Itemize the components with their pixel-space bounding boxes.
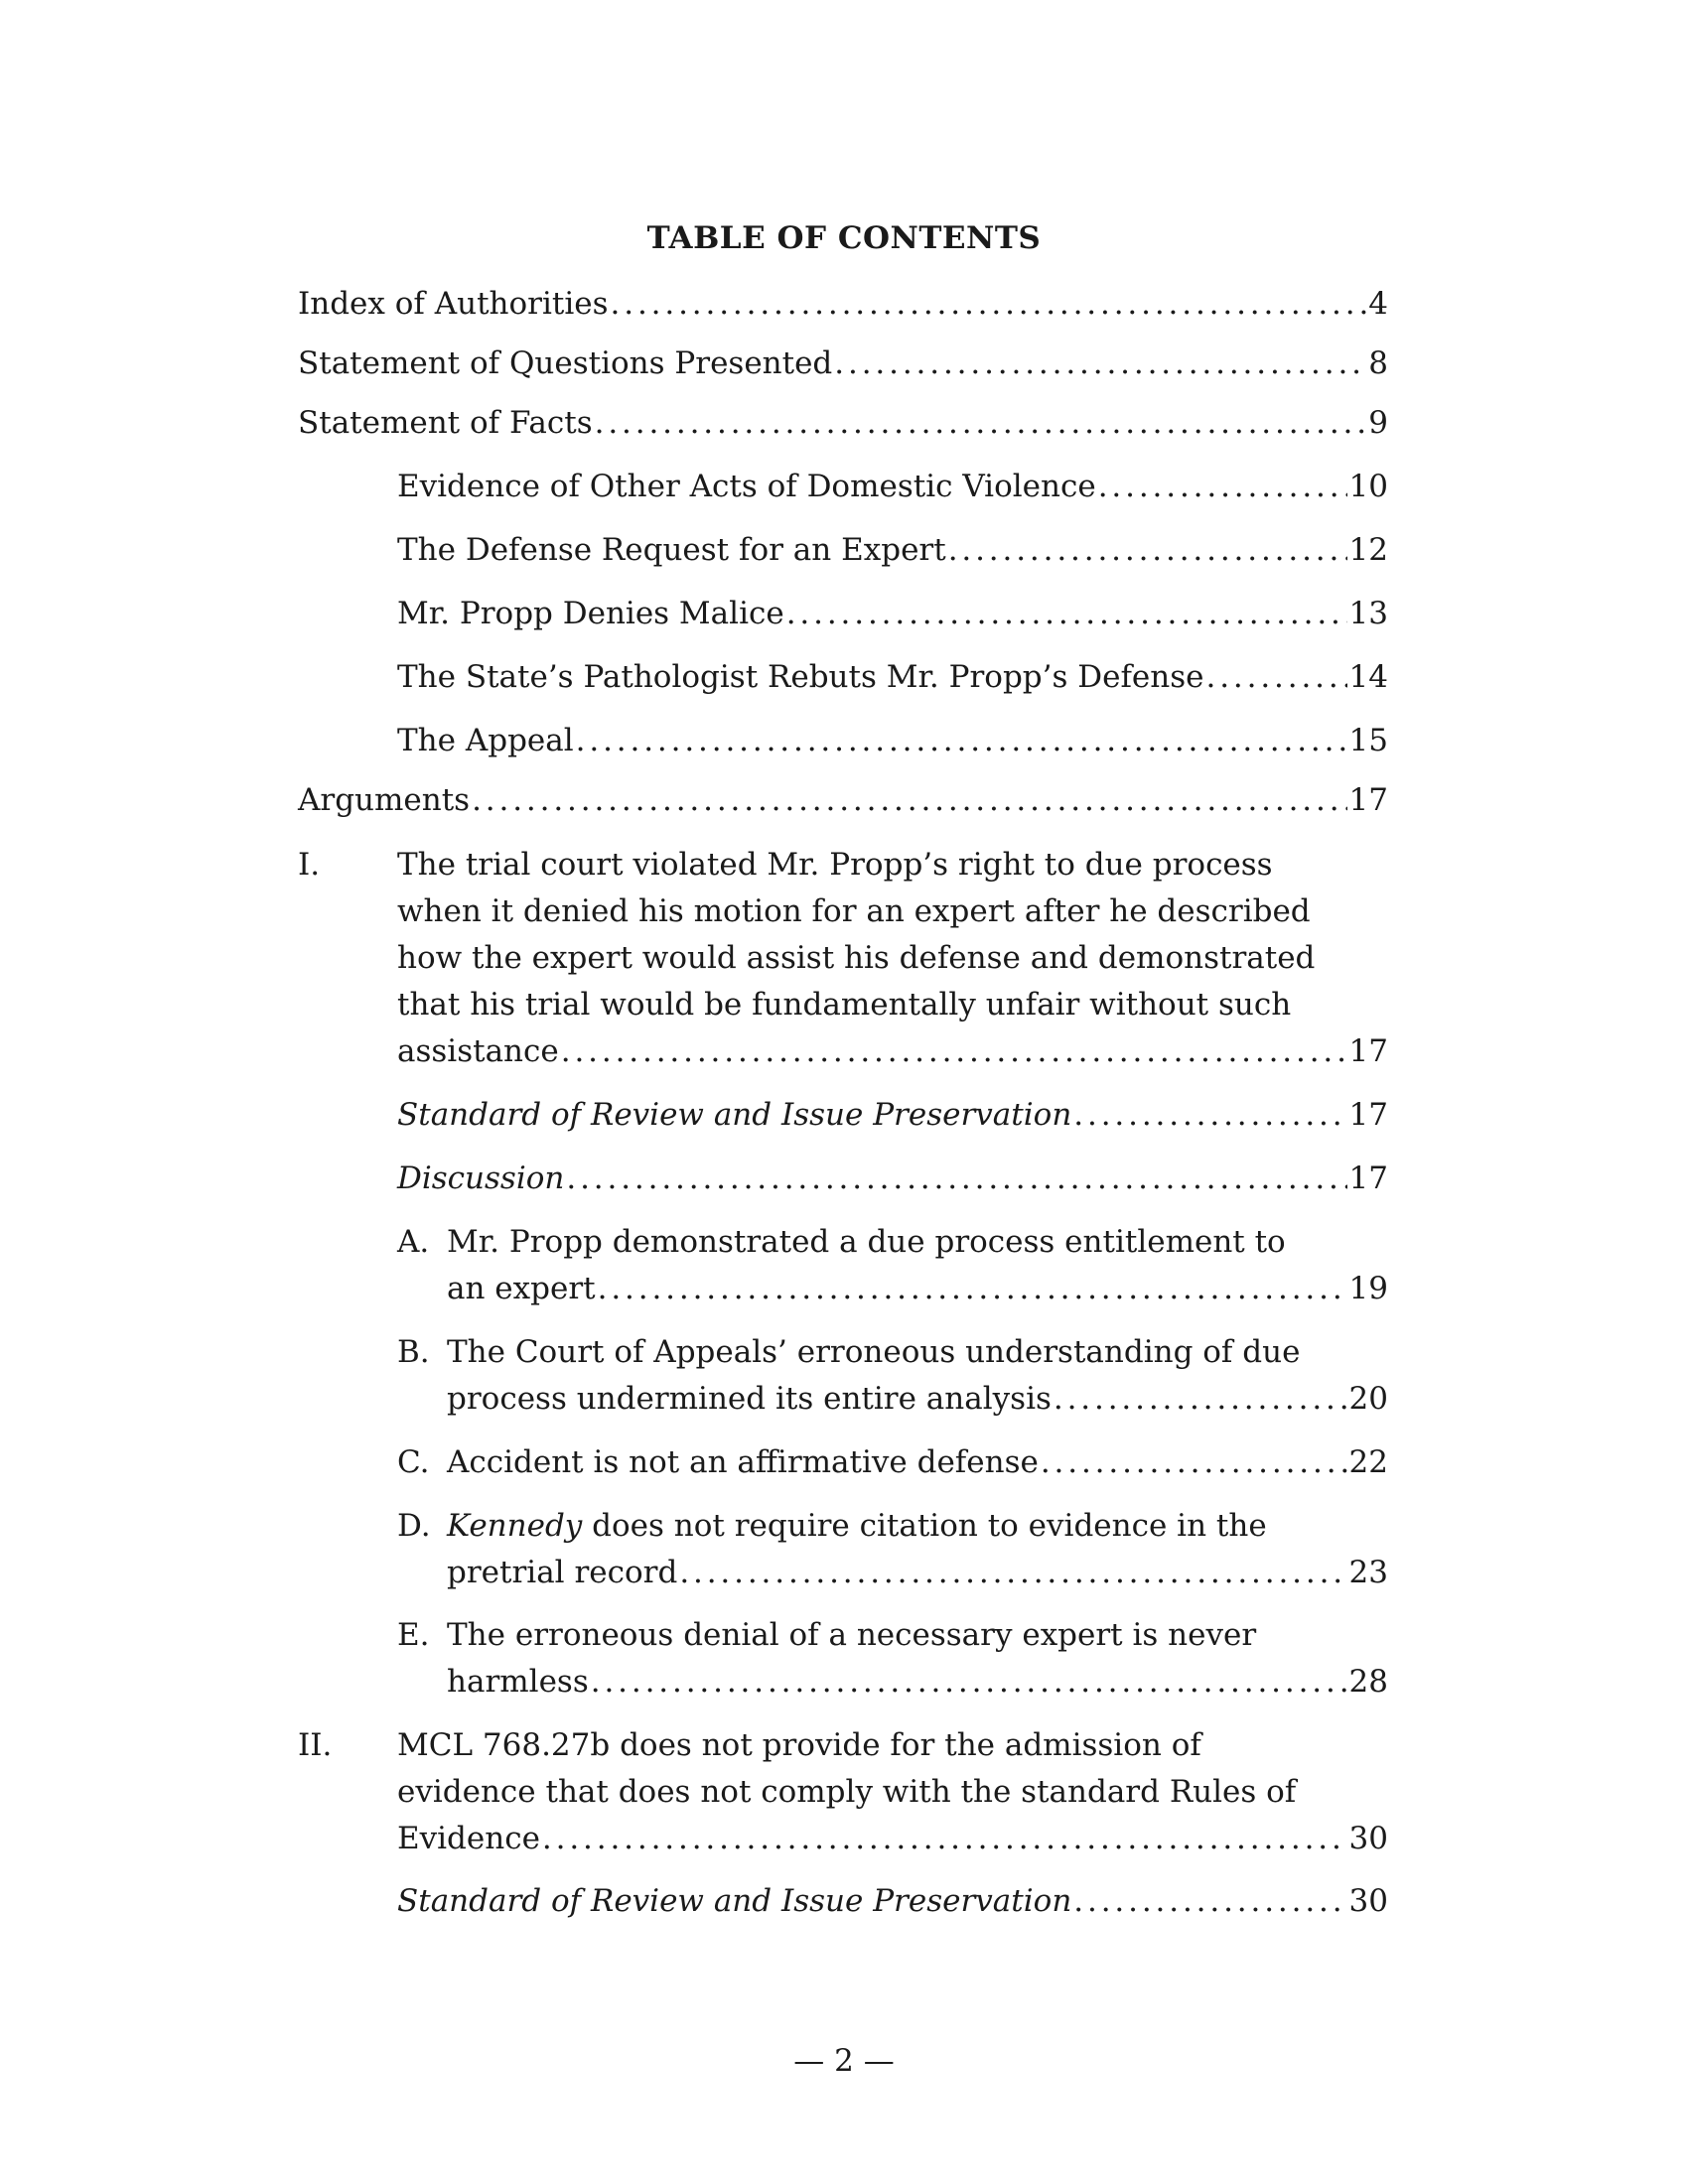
toc-entry-label: Index of Authorities [298,286,609,322]
toc-entry-subsection-a[interactable] [447,1219,1388,1312]
toc-entry-denies-malice[interactable] [397,591,1388,637]
toc-entry-line: Mr. Propp demonstrated a due process entitlement to [447,1224,1286,1260]
toc-entry-label: Standard of Review and Issue Preservation [397,1097,1072,1133]
toc-entry-page: 14 [1348,659,1388,695]
toc-entry-page: 12 [1348,532,1388,568]
toc-entry-standard-of-review-ii[interactable] [397,1878,1388,1925]
toc-entry-questions-presented[interactable] [298,341,1388,387]
argument-numeral: I. [298,847,321,883]
case-name: Kennedy [447,1508,583,1544]
argument-numeral: II. [298,1727,333,1763]
toc-entry-label: Arguments [298,782,471,818]
toc-entry-label: The Defense Request for an Expert [397,532,946,568]
subsection-letter: E. [397,1617,430,1653]
toc-entry-label: Accident is not an affirmative defense [447,1444,1039,1480]
toc-entry-page: 10 [1348,469,1388,504]
toc-entry-page: 15 [1348,723,1388,758]
toc-entry-page: 17 [1348,1160,1388,1196]
toc-entry-page: 17 [1348,1033,1388,1069]
toc-entry-line: The Court of Appeals’ erroneous understanding of due [447,1334,1301,1370]
toc-entry-label: The Appeal [397,723,574,758]
toc-entry-page: 22 [1348,1444,1388,1480]
toc-entry-pathologist-rebuts[interactable] [397,654,1388,701]
toc-entry-label: Standard of Review and Issue Preservation [397,1883,1072,1919]
toc-entry-discussion[interactable] [397,1156,1388,1202]
toc-entry-line: The trial court violated Mr. Propp’s right to due process [397,847,1273,883]
toc-entry-line: The erroneous denial of a necessary expert is never [447,1617,1257,1653]
toc-entry-page: 19 [1348,1271,1388,1306]
toc-entry-argument-i[interactable] [397,842,1388,1075]
toc-entry-page: 30 [1348,1821,1388,1856]
toc-entry-line: MCL 768.27b does not provide for the admission of [397,1727,1201,1763]
toc-entry-label: Mr. Propp Denies Malice [397,596,784,631]
subsection-letter: D. [397,1508,431,1544]
toc-entry-standard-of-review-i[interactable] [397,1092,1388,1139]
toc-entry-line: that his trial would be fundamentally unfair without such [397,987,1292,1023]
toc-entry-label: Evidence [397,1821,540,1856]
page-title: TABLE OF CONTENTS [646,220,1042,256]
toc-entry-page: 17 [1348,782,1388,818]
toc-entry-label: Evidence of Other Acts of Domestic Violence [397,469,1096,504]
toc-entry-line: does not require citation to evidence in the [582,1508,1267,1544]
toc-entry-label: Statement of Facts [298,405,593,441]
toc-entry-page: 30 [1348,1883,1388,1919]
toc-entry-page: 20 [1348,1381,1388,1417]
toc-entry-page: 13 [1348,596,1388,631]
page-number: — 2 — [793,2043,895,2079]
toc-entry-arguments[interactable] [298,777,1388,824]
toc-entry-argument-ii[interactable] [397,1722,1388,1862]
toc-entry-other-acts[interactable] [397,464,1388,510]
subsection-letter: C. [397,1444,430,1480]
toc-entry-label: harmless [447,1664,589,1700]
toc-entry-the-appeal[interactable] [397,718,1388,764]
toc-entry-index-of-authorities[interactable] [298,281,1388,328]
subsection-letter: B. [397,1334,430,1370]
toc-entry-subsection-d[interactable] [447,1503,1388,1596]
toc-entry-page: 28 [1348,1664,1388,1700]
toc-entry-line: how the expert would assist his defense and demonstrated [397,940,1316,976]
toc-entry-page: 9 [1368,405,1388,441]
subsection-letter: A. [397,1224,430,1260]
toc-entry-subsection-c[interactable] [447,1439,1388,1486]
toc-entry-label: an expert [447,1271,596,1306]
toc-entry-page: 8 [1368,345,1388,381]
toc-entry-defense-request[interactable] [397,527,1388,574]
toc-entry-subsection-e[interactable] [447,1612,1388,1706]
toc-entry-line: when it denied his motion for an expert after he described [397,893,1311,929]
toc-entry-label: process undermined its entire analysis [447,1381,1052,1417]
toc-entry-label: pretrial record [447,1555,678,1590]
toc-entry-label: assistance [397,1033,559,1069]
toc-entry-label: Discussion [397,1160,565,1196]
toc-entry-page: 23 [1348,1555,1388,1590]
toc-entry-label: The State’s Pathologist Rebuts Mr. Propp’s Defense [397,659,1204,695]
toc-entry-page: 4 [1368,286,1388,322]
toc-entry-statement-of-facts[interactable] [298,400,1388,447]
toc-entry-page: 17 [1348,1097,1388,1133]
toc-entry-subsection-b[interactable] [447,1329,1388,1423]
toc-entry-label: Statement of Questions Presented [298,345,833,381]
toc-entry-line: evidence that does not comply with the standard Rules of [397,1774,1297,1810]
